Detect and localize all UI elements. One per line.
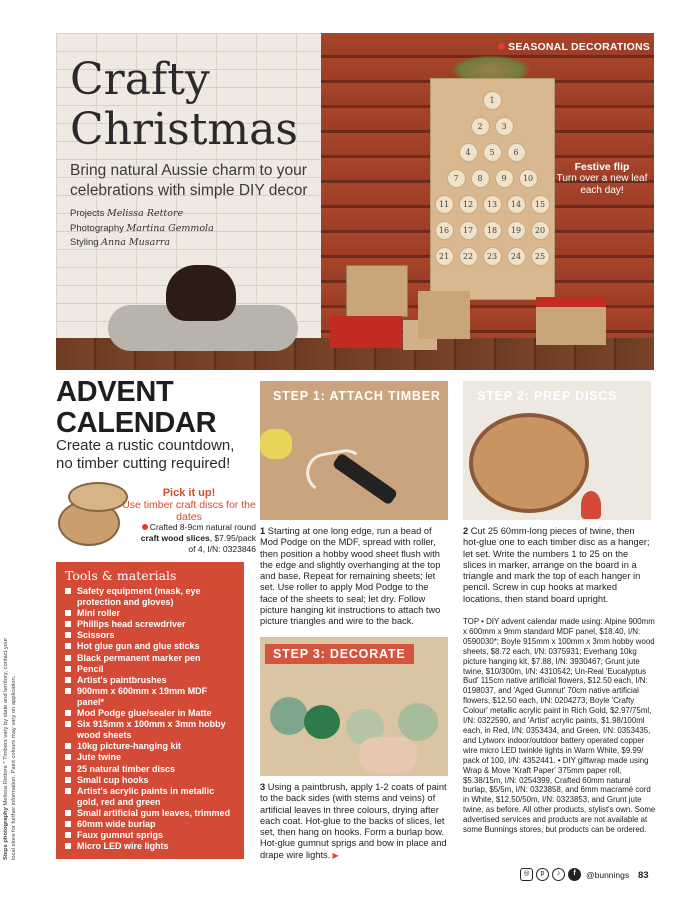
credits — [70, 207, 214, 251]
hero-photo — [56, 33, 654, 370]
advent-disc: 17 — [459, 221, 478, 240]
tools-list — [65, 586, 235, 852]
advent-disc: 7 — [447, 169, 466, 188]
tools-heading: Tools & materials — [65, 568, 177, 583]
tools-item: Pencil — [65, 664, 235, 675]
advent-disc: 25 — [531, 247, 550, 266]
pinterest-icon[interactable]: p — [536, 868, 549, 881]
tools-item: Small artificial gum leaves, trimmed — [65, 808, 235, 819]
product-info: TOP • DIY advent calendar made using: Alpine 900mm x 600mm x 9mm standard MDF panel, $18.40, I/N: 0590030*; Boyle 915mm x 100mm x 3mm hobby wood sheets, $8.72 each, I/N: 0375931; Everhang 10kg picture hanging kit, $7.88, I/N: 3930467; Grunt jute twine, $10/300m, I/N: 4310542; Un-Real 'Eucalyptus Bud' 115cm native artificial flowers, $12.50 each, I/N: 0198037, and 'Aged Gumnut' 70cm native artificial flowers, $12.50 each, I/N: 0204273; Boyle 'Crafty Colour' metallic acrylic paint in Rich Gold, $2.97/75ml, I/N: 0322590, and 'Artist' acrylic paints, $1.98/100ml each, in Red, I/N: 0353434, and Green, I/N: 0353435, and Lytworx indoor/outdoor battery operated copper wire micro LED twinkle lights in Warm White, $9.99/ pack of 100, I/N: 4352441. • DIY giftwrap made using Wrap & Move 'Kraft Paper' 375mm paper roll, $5.38/15m, I/N: 0254399, Crafted 60mm natural burlap, $5/5m, I/N: 0323858, and 6mm macramé cord in White, $12.50/50m, I/N: 0323853, and Grunt jute twine, as before. All other products, stylist's own. Some advertised services and products are not available at some Bunnings stores, but products can be ordered. — [463, 617, 656, 835]
step3-text: 3 Using a paintbrush, apply 1-2 coats of paint to the back sides (with stems and veins) of artificial leaves in three colours, drying after each coat. Hot-glue to the backs of slices, let set, then hang on hooks. Form a burlap bow. Hot-glue gumnut sprigs and bow in place and drape wire lights. ▶ — [260, 782, 447, 860]
tools-item: 10kg picture-hanging kit — [65, 741, 235, 752]
tools-item: Artist's paintbrushes — [65, 675, 235, 686]
advent-disc: 6 — [507, 143, 526, 162]
advent-disc: 9 — [495, 169, 514, 188]
advent-disc: 10 — [519, 169, 538, 188]
advent-disc: 22 — [459, 247, 478, 266]
advent-disc: 11 — [435, 195, 454, 214]
tools-item: Micro LED wire lights — [65, 841, 235, 852]
advent-disc: 19 — [507, 221, 526, 240]
bullet-dot-icon — [498, 43, 505, 50]
tools-item: 900mm x 600mm x 19mm MDF panel* — [65, 686, 235, 708]
tiktok-icon[interactable]: ♪ — [552, 868, 565, 881]
tools-item: Hot glue gun and glue sticks — [65, 641, 235, 652]
tools-item: Phillips head screwdriver — [65, 619, 235, 630]
tools-item: Safety equipment (mask, eye protection and gloves) — [65, 586, 235, 608]
step2-text: 2 Cut 25 60mm-long pieces of twine, then hot-glue one to each timber disc as a hanger; let set. Write the numbers 1 to 25 on the slices in marker, arrange on the board in a triangle and mark the top of each hanger in pencil. Screw in cup hooks at marked locations, then stand board upright. — [463, 526, 650, 604]
page-subtitle: Bring natural Aussie charm to your celebrations with simple DIY decor — [70, 162, 308, 199]
section-tag: SEASONAL DECORATIONS — [498, 41, 650, 53]
advent-board — [430, 78, 555, 300]
bullet-dot-icon — [142, 524, 148, 530]
advent-subtitle: Create a rustic countdown, no timber cutting required! — [56, 437, 235, 472]
step2-label: STEP 2: PREP DISCS — [477, 389, 618, 403]
gift-box — [346, 265, 408, 317]
credit-line: Styling Anna Musarra — [70, 237, 171, 248]
product-note: Crafted 8-9cm natural round craft wood slices, $7.95/pack of 4, I/N: 0323846 — [140, 522, 256, 554]
step1-label: STEP 1: ATTACH TIMBER — [273, 389, 441, 403]
step3-label: STEP 3: DECORATE — [265, 644, 414, 664]
side-credit: Steps photography Melissa Rettore * Timbers vary by state and territory, contact your local store for further information. Paint colours may vary on application. — [3, 637, 17, 860]
advent-disc: 24 — [507, 247, 526, 266]
tools-materials-box — [56, 562, 244, 859]
pick-it-up-callout: Pick it up! Use timber craft discs for the dates — [122, 487, 256, 523]
advent-disc: 23 — [483, 247, 502, 266]
social-footer — [520, 868, 629, 881]
step1-text: 1 Starting at one long edge, run a bead of Mod Podge on the MDF, spread with roller, then position a hobby wood sheet flush with the edge and slightly overhanging at the top and base. Repeat for remaining sheets; let set. Use roller to apply Mod Podge to the face of the sheets to seal; let dry. Follow picture hanging kit instructions to attach two picture triangles and wire to the back. — [260, 526, 441, 627]
advent-disc: 18 — [483, 221, 502, 240]
credit-line: Photography Martina Gemmola — [70, 222, 214, 234]
advent-disc: 5 — [483, 143, 502, 162]
social-handle[interactable]: @bunnings — [586, 869, 630, 880]
instagram-icon[interactable]: ◎ — [520, 868, 533, 881]
tools-item: 25 natural timber discs — [65, 764, 235, 775]
advent-disc: 13 — [483, 195, 502, 214]
advent-disc: 8 — [471, 169, 490, 188]
gift-box — [536, 297, 606, 345]
tools-item: Artist's acrylic paints in metallic gold, red and green — [65, 786, 235, 808]
credit-line: Projects Melissa Rettore — [70, 208, 184, 219]
advent-disc: 12 — [459, 195, 478, 214]
gift-box — [418, 291, 470, 339]
tools-item: Mod Podge glue/sealer in Matte — [65, 708, 235, 719]
advent-disc: 4 — [459, 143, 478, 162]
page-title: Crafty Christmas — [70, 54, 298, 155]
tools-item: Black permanent marker pen — [65, 653, 235, 664]
page-number: 83 — [638, 870, 649, 881]
advent-disc: 16 — [435, 221, 454, 240]
tools-item: Faux gumnut sprigs — [65, 830, 235, 841]
advent-disc: 1 — [483, 91, 502, 110]
facebook-icon[interactable]: f — [568, 868, 581, 881]
dachshund — [166, 265, 236, 321]
advent-disc: 15 — [531, 195, 550, 214]
advent-disc: 21 — [435, 247, 454, 266]
gift-box — [330, 316, 402, 348]
advent-disc: 3 — [495, 117, 514, 136]
advent-disc: 20 — [531, 221, 550, 240]
festive-callout: Festive flip Turn over a new leaf each day! — [556, 161, 648, 196]
tools-item: Scissors — [65, 630, 235, 641]
advent-title: ADVENT CALENDAR — [56, 376, 217, 439]
advent-disc: 14 — [507, 195, 526, 214]
tools-item: 60mm wide burlap — [65, 819, 235, 830]
tools-item: Mini roller — [65, 608, 235, 619]
tools-item: Jute twine — [65, 752, 235, 763]
tools-item: Small cup hooks — [65, 775, 235, 786]
tools-item: Six 915mm x 100mm x 3mm hobby wood sheets — [65, 719, 235, 741]
advent-disc: 2 — [471, 117, 490, 136]
